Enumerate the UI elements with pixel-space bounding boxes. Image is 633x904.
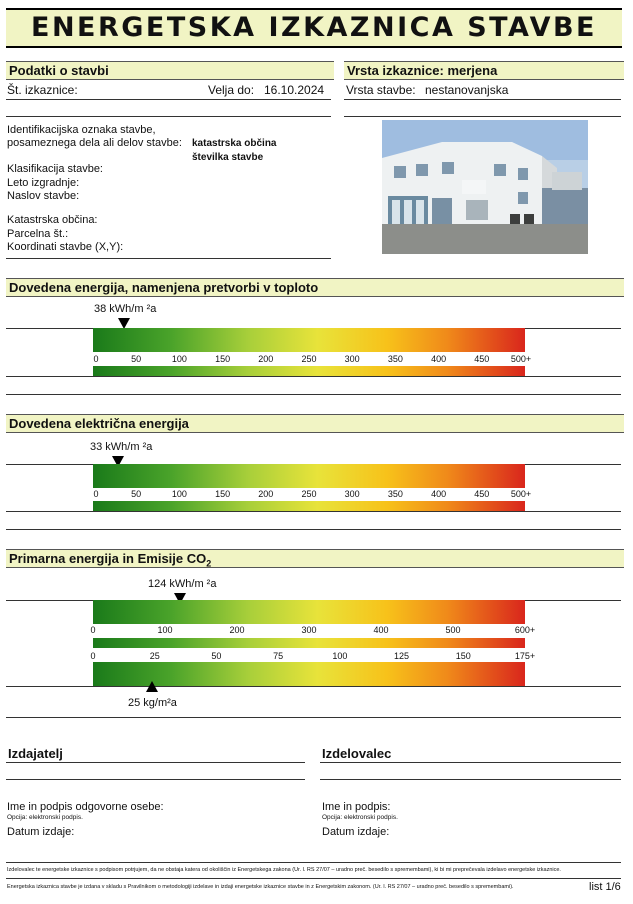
- ime-podpis-label: Ime in podpis:: [322, 801, 391, 813]
- primarna-title: Primarna energija in Emisije CO: [9, 551, 207, 566]
- scale-tick-label: 0: [90, 651, 96, 661]
- divider: [6, 878, 621, 879]
- section-header-toplota: Dovedena energija, namenjena pretvorbi v toploto: [6, 278, 624, 297]
- scale-tick-label: 400: [431, 489, 447, 499]
- velja-label: Velja do:: [208, 83, 255, 97]
- divider: [6, 511, 621, 512]
- scale-tick-label: 100: [171, 489, 187, 499]
- ime-odgovorne-label: Ime in podpis odgovorne osebe:: [7, 801, 164, 813]
- footer-legal: Energetska izkaznica stavbe je izdana v skladu s Pravilnikom o metodologiji izdelave in izdaji energetske izkaznice stavbe in z Energetskim zakonom. (Ur. l. RS 27/07 – uradno preč. besedilo s spremembami).: [7, 884, 514, 890]
- divider: [6, 686, 621, 687]
- toplota-scale-ticks: [93, 354, 532, 366]
- page-title: ENERGETSKA IZKAZNICA STAVBE: [6, 8, 622, 48]
- velja-value: 16.10.2024: [264, 83, 325, 97]
- scale-tick-label: 450: [474, 354, 490, 364]
- scale-tick-label: 250: [301, 354, 317, 364]
- scale-tick-label: 0: [90, 625, 96, 635]
- section-header-vrsta: Vrsta izkaznice: merjena: [344, 61, 624, 80]
- toplota-marker-label: 38 kWh/m ²a: [94, 303, 157, 315]
- datum-izdaje-izdelovalec: Datum izdaje:: [322, 826, 390, 838]
- primarna-scale-ticks: [90, 625, 536, 637]
- primarna-scale-bar-mid: [93, 638, 525, 648]
- divider: [6, 529, 621, 530]
- page-number: list 1/6: [589, 881, 621, 893]
- scale-tick-label: 25: [149, 651, 160, 661]
- elektrika-scale-bar: [93, 464, 525, 488]
- izdelovalec-header: Izdelovalec: [322, 746, 392, 761]
- scale-tick-label: 100: [171, 354, 187, 364]
- scale-tick-label: 300: [344, 354, 360, 364]
- scale-tick-label: 150: [215, 489, 231, 499]
- section-header-podatki: Podatki o stavbi: [6, 61, 334, 80]
- scale-tick-label: 350: [387, 354, 403, 364]
- naslov-label: Naslov stavbe:: [7, 190, 80, 202]
- scale-tick-label: 350: [387, 489, 403, 499]
- elektrika-marker-label: 33 kWh/m ²a: [90, 441, 153, 453]
- primarna-subscript: 2: [206, 558, 212, 569]
- vrsta-stavbe-label: Vrsta stavbe:: [346, 83, 416, 97]
- opcija-izdelovalec: Opcija: elektronski podpis.: [322, 814, 398, 821]
- toplota-scale-bar-bottom: [93, 366, 525, 376]
- toplota-scale-bar: [93, 328, 525, 352]
- co2-marker-arrow: [146, 681, 158, 692]
- divider: [6, 779, 305, 780]
- scale-tick-label: 150: [215, 354, 231, 364]
- st-izkaznice-label: Št. izkaznice:: [7, 83, 78, 97]
- ident-label-line2: posameznega dela ali delov stavbe:: [7, 137, 182, 149]
- ident-label-line1: Identifikacijska oznaka stavbe,: [7, 124, 156, 136]
- leto-label: Leto izgradnje:: [7, 177, 80, 189]
- scale-tick-label: 500+: [510, 354, 532, 364]
- ident-value-1: katastrska občina: [192, 138, 277, 149]
- divider: [6, 394, 621, 395]
- ident-value-2: številka stavbe: [192, 152, 264, 163]
- divider: [6, 258, 331, 259]
- elektrika-scale-bar-bottom: [93, 501, 525, 511]
- elektrika-scale-ticks: [93, 489, 532, 501]
- scale-tick-label: 0: [93, 489, 99, 499]
- divider: [6, 862, 621, 863]
- scale-tick-label: 100: [157, 625, 173, 635]
- scale-tick-label: 400: [373, 625, 389, 635]
- footer-statement: Izdelovalec te energetske izkaznice s podpisom potrjujem, da ne obstaja katera od okoliščin iz Energetskega zakona (Ur. l. RS 27/07 – uradno preč. besedilo s spremembami), ki bi mi preprečevala izdelavo energetske izkaznice.: [7, 867, 561, 873]
- primarna-scale-bar: [93, 600, 525, 624]
- scale-tick-label: 50: [131, 489, 142, 499]
- scale-tick-label: 175+: [514, 651, 536, 661]
- datum-izdaje-izdajatelj: Datum izdaje:: [7, 826, 75, 838]
- scale-tick-label: 0: [93, 354, 99, 364]
- scale-tick-label: 100: [332, 651, 348, 661]
- scale-tick-label: 125: [394, 651, 410, 661]
- klasifikacija-label: Klasifikacija stavbe:: [7, 163, 103, 175]
- divider: [320, 762, 621, 763]
- divider: [344, 116, 621, 117]
- scale-tick-label: 400: [431, 354, 447, 364]
- section-header-elektrika: Dovedena električna energija: [6, 414, 624, 433]
- scale-tick-label: 500: [445, 625, 461, 635]
- divider: [344, 99, 621, 100]
- scale-tick-label: 150: [455, 651, 471, 661]
- section-header-primarna: [6, 549, 624, 568]
- scale-tick-label: 75: [273, 651, 284, 661]
- katastrska-label: Katastrska občina:: [7, 214, 98, 226]
- divider: [6, 99, 331, 100]
- scale-tick-label: 500+: [510, 489, 532, 499]
- opcija-izdajatelj: Opcija: elektronski podpis.: [7, 814, 83, 821]
- scale-tick-label: 200: [258, 354, 274, 364]
- divider: [6, 116, 331, 117]
- divider: [6, 717, 621, 718]
- scale-tick-label: 300: [344, 489, 360, 499]
- scale-tick-label: 50: [131, 354, 142, 364]
- scale-tick-label: 300: [301, 625, 317, 635]
- divider: [320, 779, 621, 780]
- scale-tick-label: 50: [211, 651, 222, 661]
- scale-tick-label: 250: [301, 489, 317, 499]
- scale-tick-label: 200: [229, 625, 245, 635]
- primarna-marker-label: 124 kWh/m ²a: [148, 578, 217, 590]
- scale-tick-label: 450: [474, 489, 490, 499]
- divider: [6, 762, 305, 763]
- scale-tick-label: 600+: [514, 625, 536, 635]
- izdajatelj-header: Izdajatelj: [8, 746, 63, 761]
- parcelna-label: Parcelna št.:: [7, 228, 69, 240]
- scale-tick-label: 200: [258, 489, 274, 499]
- building-photo: [382, 120, 588, 254]
- co2-marker-label: 25 kg/m²a: [128, 697, 177, 709]
- koordinati-label: Koordinati stavbe (X,Y):: [7, 241, 124, 253]
- divider: [6, 376, 621, 377]
- vrsta-stavbe-value: nestanovanjska: [425, 83, 509, 97]
